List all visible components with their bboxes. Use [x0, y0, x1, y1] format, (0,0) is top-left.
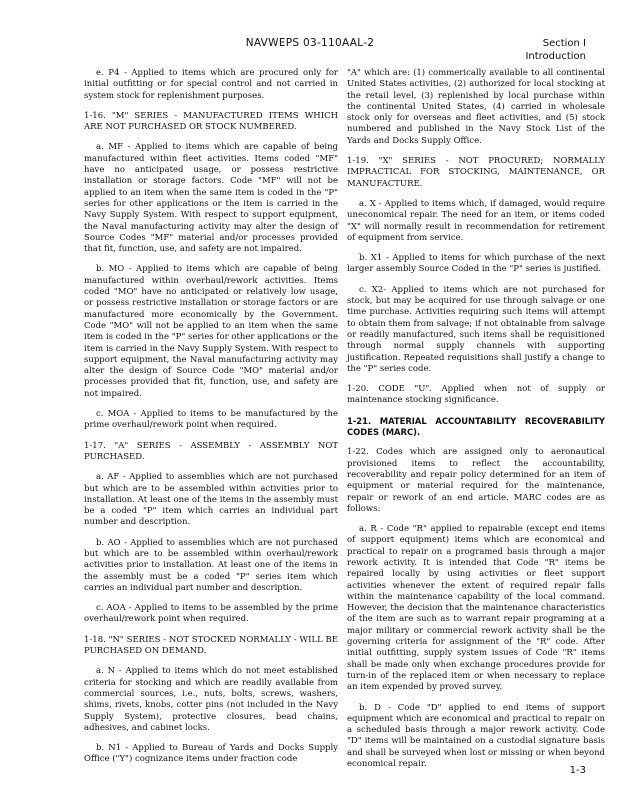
body-paragraph: c. X2- Applied to items which are not purchased for stock, but may be acquired for use through salvage or one time purchase. Activities requiring such items will attempt to obtain them from salvage; if not obtainable from salvage or readily manufactured, such items shall be requisitioned through normal supply channels with supporting justification. Repeated requisitions shall justify a change to the "P" series code.	[347, 284, 605, 374]
body-paragraph: a. AF - Applied to assemblies which are not purchased but which are to be assembled within activities prior to installation. At least one of the items in the assembly must be a coded "P" item which carries an individual part number and description.	[84, 472, 338, 528]
body-paragraph: 1-20. CODE "U". Applied when not of supply or maintenance stocking significance.	[347, 384, 605, 406]
body-paragraph: b. X1 - Applied to items for which purchase of the next larger assembly Source Coded in the "P" series is justified.	[347, 253, 605, 275]
section-label: Section I	[542, 38, 586, 49]
body-paragraph: b. N1 - Applied to Bureau of Yards and Docks Supply Office ("Y") cognizance items under fraction code	[84, 743, 338, 765]
page-number: 1-3	[569, 765, 586, 776]
body-paragraph: b. D - Code "D" applied to end items of support equipment which are economical and practical to repair on a scheduled basis through a major rework activity. Code "D" items will be maintained on a custodial signature basis and shall be surveyed when lost or missing or when beyond economical repair.	[347, 702, 605, 770]
body-paragraph: c. MOA - Applied to items to be manufactured by the prime overhaul/rework point when required.	[84, 409, 338, 431]
body-paragraph: a. N - Applied to items which do not meet established criteria for stocking and which are readily available from commercial sources, i.e., nuts, bolts, screws, washers, shims, rivets, knobs, cotter pins (not included in the Navy Supply System), protective closures, bead chains, adhesives, and cabinet locks.	[84, 666, 338, 733]
body-paragraph: b. AO - Applied to assemblies which are not purchased but which are to be assembled within overhaul/rework activities prior to installation. At least one of the items in the assembly must be a coded "P" series item which carries an individual part number and description.	[84, 537, 338, 593]
body-paragraph: c. AOA - Applied to items to be assembled by the prime overhaul/rework point when required.	[84, 603, 338, 625]
body-paragraph: "A" which are: (1) commerically available to all continental United States activities, (2) authorized for local stocking at the retail level, (3) replenished by local purchase within the continental United States, (4) carried in wholesale stock only for overseas and fleet activities, and (5) stock numbered and published in the Navy Stock List of the Yards and Docks Supply Office.	[347, 68, 605, 146]
section-heading-paragraph: 1-18. "N" SERIES - NOT STOCKED NORMALLY - WILL BE PURCHASED ON DEMAND.	[84, 634, 338, 657]
body-paragraph: e. P4 - Applied to items which are procured only for initial outfitting or for special control and not carried in system stock for replenishment purposes.	[84, 68, 338, 101]
body-paragraph: a. R - Code "R" applied to repairable (except end items of support equipment) items which are economical and practical to repair on a programed basis through a major rework activity. It is intended that Code "R" items be repaired locally by using activities or fleet support activities whenever the extent of required repair falls within the maintenance capability of the local command. However, the decision that the maintenance characteristics of the item are such as to warrant repair programing at a major military or commercial rework activity shall be the governing criteria for assignment of the "R" code. After initial outfitting, supply system issues of Code "R" items shall be made only when exchange procedures provide for turn-in of the replaced item or when necessary to replace an item expended by proved survey.	[347, 524, 605, 693]
left-column	[84, 68, 338, 775]
right-column	[347, 68, 605, 779]
body-paragraph: a. MF - Applied to items which are capable of being manufactured within fleet activities. Items coded "MF" have no anticipated usage, or possess restrictive installation or storage factors. Code "MF" will not be applied to an item when the same item is coded in the "P" series for other applications or the item is carried in the Navy Supply System. With respect to support equipment, the Naval manufacturing activity may alter the design of Source Codes "MF" material and/or processes provided that fit, function, use, and safety are not impaired.	[84, 142, 338, 255]
section-heading-paragraph: 1-17. "A" SERIES - ASSEMBLY - ASSEMBLY NOT PURCHASED.	[84, 440, 338, 462]
body-paragraph: b. MO - Applied to items which are capable of being manufactured within overhaul/rework activities. Items coded "MO" have no anticipated or relatively low usage, or possess restrictive installation or storage factors or are manufactured more economically by the Government. Code "MO" will not be applied to an item when the same item is coded in the "P" series for other applications or the item is carried in the Navy Supply System. With respect to support equipment, the Naval manufacturing activity may alter the design of Source Code "MO" material and/or processes provided that fit, function, use, and safety are not impaired.	[84, 264, 338, 399]
document-number: NAVWEPS 03-110AAL-2	[245, 37, 375, 49]
section-heading	[525, 37, 586, 63]
body-paragraph: 1-22. Codes which are assigned only to aeronautical provisioned items to reflect the accountability, recoverability and repair policy determined for an item of equipment or material required for the maintenance, repair or rework of an end article. MARC codes are as follows:	[347, 447, 605, 514]
body-paragraph: a. X - Applied to items which, if damaged, would require uneconomical repair. The need for an item, or items coded "X" will normally result in recommendation for retirement of equipment from service.	[347, 198, 605, 243]
section-heading-paragraph: 1-19. "X" SERIES - NOT PROCURED; NORMALLY IMPRACTICAL FOR STOCKING, MAINTENANCE, OR MANUFACTURE.	[347, 156, 605, 189]
section-heading-paragraph: 1-21. MATERIAL ACCOUNTABILITY RECOVERABILITY CODES (MARC).	[347, 415, 605, 438]
section-title: Introduction	[525, 51, 586, 62]
section-heading-paragraph: 1-16. "M" SERIES - MANUFACTURED ITEMS WHICH ARE NOT PURCHASED OR STOCK NUMBERED.	[84, 110, 338, 133]
